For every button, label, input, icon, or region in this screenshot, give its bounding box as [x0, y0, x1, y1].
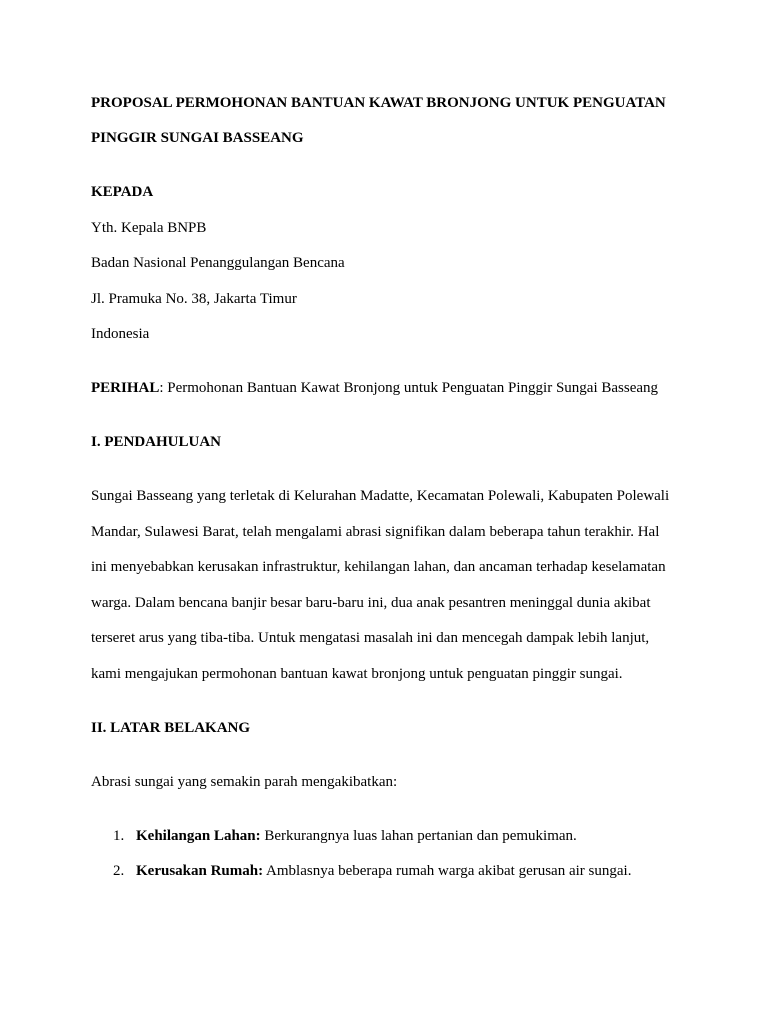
section-1-paragraph-line: terseret arus yang tiba-tiba. Untuk mengatasi masalah ini dan mencegah dampak lebih lanjut,	[91, 630, 650, 646]
list-item	[136, 827, 577, 845]
subject-text: : Permohonan Bantuan Kawat Bronjong untuk Penguatan Pinggir Sungai Basseang	[159, 380, 659, 396]
subject-line	[91, 379, 658, 397]
section-1-paragraph-line: Sungai Basseang yang terletak di Kelurahan Madatte, Kecamatan Polewali, Kabupaten Polewali	[91, 488, 670, 504]
list-item-term: Kerusakan Rumah:	[136, 863, 264, 879]
document-title-line-2: PINGGIR SUNGAI BASSEANG	[91, 130, 304, 146]
list-item-description: Berkurangnya luas lahan pertanian dan pemukiman.	[260, 828, 577, 844]
recipient-line-3: Jl. Pramuka No. 38, Jakarta Timur	[91, 291, 297, 307]
section-2-intro: Abrasi sungai yang semakin parah mengakibatkan:	[91, 774, 398, 790]
recipient-line-4: Indonesia	[91, 326, 150, 342]
section-1-paragraph-line: Mandar, Sulawesi Barat, telah mengalami abrasi signifikan dalam beberapa tahun terakhir. Hal	[91, 524, 660, 540]
list-item-number: 1.	[113, 828, 125, 844]
list-item-description: Amblasnya beberapa rumah warga akibat gerusan air sungai.	[263, 863, 632, 879]
list-item-term: Kehilangan Lahan:	[136, 828, 261, 844]
section-2-heading: II. LATAR BELAKANG	[91, 720, 251, 736]
subject-label: PERIHAL	[91, 380, 160, 396]
list-item	[136, 862, 631, 880]
section-1-heading: I. PENDAHULUAN	[91, 434, 222, 450]
document-title-line-1: PROPOSAL PERMOHONAN BANTUAN KAWAT BRONJONG UNTUK PENGUATAN	[91, 95, 666, 111]
recipient-line-1: Yth. Kepala BNPB	[91, 220, 207, 236]
section-1-paragraph-line: warga. Dalam bencana banjir besar baru-baru ini, dua anak pesantren meninggal dunia akibat	[91, 595, 651, 611]
recipient-line-2: Badan Nasional Penanggulangan Bencana	[91, 255, 345, 271]
section-1-paragraph-line: ini menyebabkan kerusakan infrastruktur, kehilangan lahan, dan ancaman terhadap keselamatan	[91, 559, 666, 575]
recipient-heading: KEPADA	[91, 184, 154, 200]
section-1-paragraph-line: kami mengajukan permohonan bantuan kawat bronjong untuk penguatan pinggir sungai.	[91, 666, 623, 682]
list-item-number: 2.	[113, 863, 125, 879]
